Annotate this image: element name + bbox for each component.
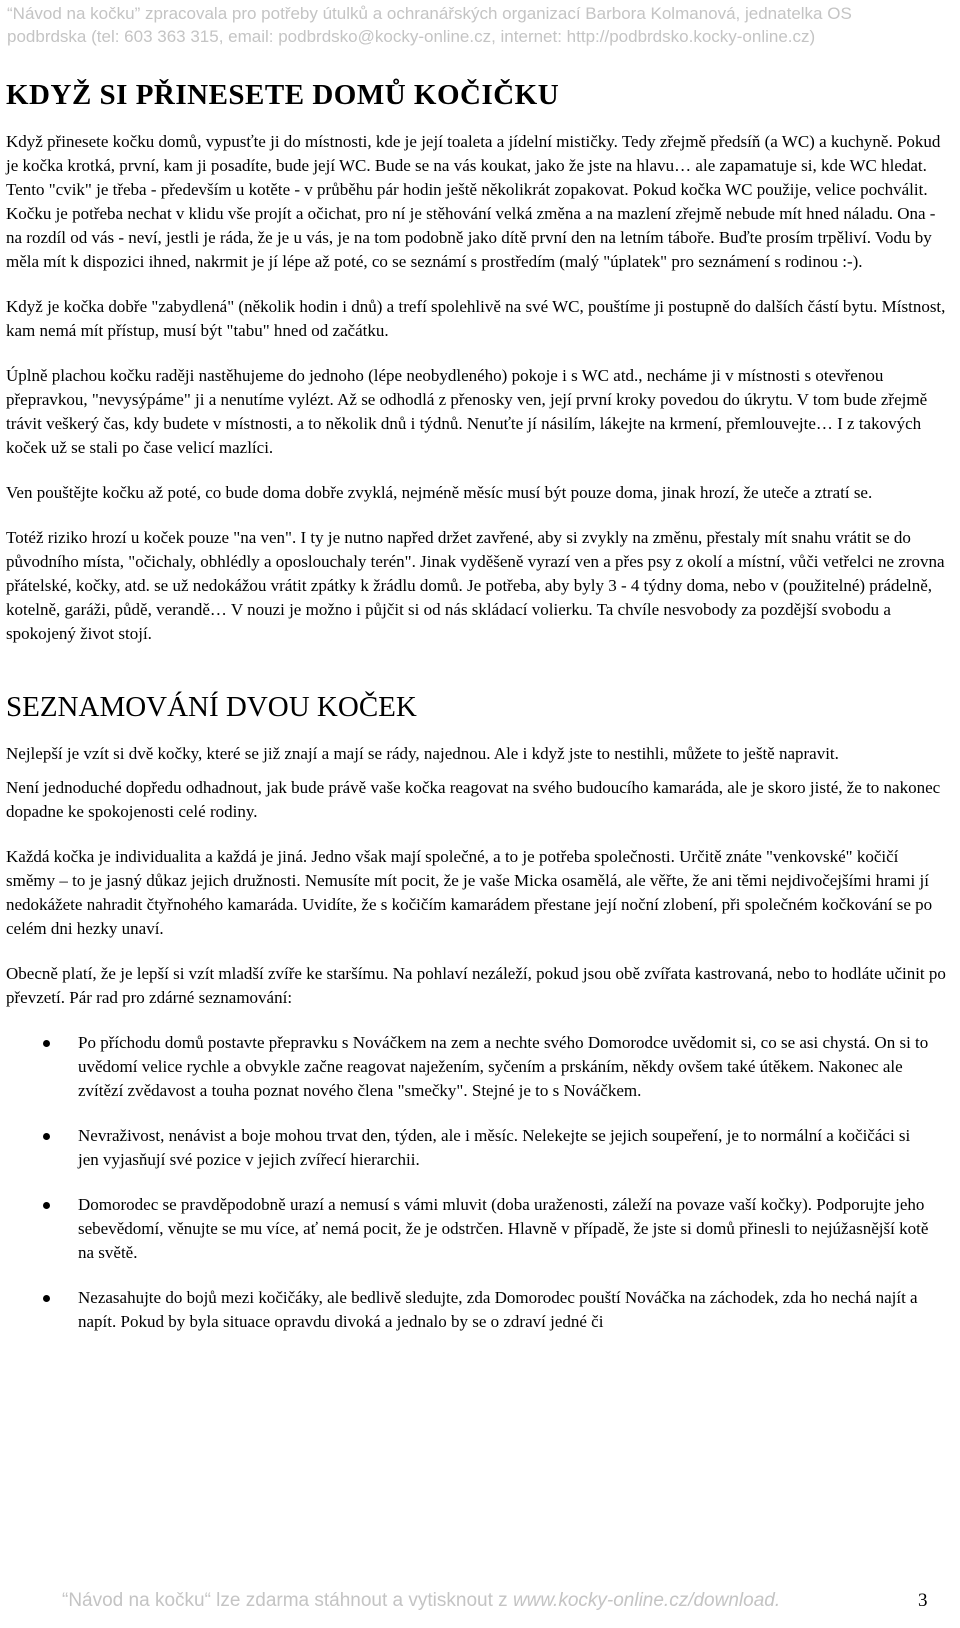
page-footer (62, 1588, 952, 1614)
list-item (78, 1124, 950, 1172)
tips-list (6, 1031, 950, 1334)
bullet-icon (43, 1040, 50, 1047)
section-title-bringing-cat-home: KDYŽ SI PŘINESETE DOMŮ KOČIČKU (6, 79, 560, 111)
main-content (6, 78, 950, 1355)
section-title-introducing-two-cats: SEZNAMOVÁNÍ DVOU KOČEK (6, 691, 417, 723)
bullet-icon (43, 1202, 50, 1209)
list-item (78, 1031, 950, 1103)
bullet-icon (43, 1133, 50, 1140)
list-item-text: Nevraživost, nenávist a boje mohou trvat den, týden, ale i měsíc. Nelekejte se jejich soupeření, je to normální a kočičáci si jen vyjasňují své pozice v jejich zvířecí hierarchii. (78, 1126, 911, 1169)
footer-download-link[interactable]: www.kocky-online.cz/download. (512, 1590, 781, 1611)
paragraph: Obecně platí, že je lepší si vzít mladší zvíře ke staršímu. Na pohlaví nezáleží, pokud jsou obě zvířata kastrovaná, nebo to hodláte učinit po převzetí. Pár rad pro zdárné seznamování: (6, 964, 946, 1007)
list-item-text: Po příchodu domů postavte přepravku s Nováčkem na zem a nechte svého Domorodce uvědomit si, co se asi chystá. On si to uvědomí velice rychle a obvykle začne reagovat naježením, syčením a prskáním, někdy ovšem také útěkem. Nakonec ale zvítězí zvědavost a touha poznat nového člena "smečky". Stejné je to s Nováčkem. (78, 1033, 929, 1100)
bullet-icon (43, 1295, 50, 1302)
header-line-2: podbrdska (tel: 603 363 315, email: podbrdsko@kocky-online.cz, internet: http://podbrdsko.kocky-online.cz) (7, 27, 816, 46)
list-item (78, 1286, 950, 1334)
paragraph: Ven pouštějte kočku až poté, co bude doma dobře zvyklá, nejméně měsíc musí být pouze doma, jinak hrozí, že uteče a ztratí se. (6, 483, 873, 502)
paragraph: Není jednoduché dopředu odhadnout, jak bude právě vaše kočka reagovat na svého budoucího kamaráda, ale je skoro jisté, že to nakonec dopadne ke spokojenosti celé rodiny. (6, 778, 941, 821)
paragraph: Když je kočka dobře "zabydlená" (několik hodin i dnů) a trefí spolehlivě na své WC, pouštíme ji postupně do dalších částí bytu. Místnost, kam nemá mít přístup, musí být "tabu" hned od začátku. (6, 297, 946, 340)
paragraph: Úplně plachou kočku raději nastěhujeme do jednoho (lépe neobydleného) pokoje i s WC atd., necháme ji v místnosti s otevřenou přepravkou, "nevysýpáme" ji a nenutíme vylézt. Až se odhodlá z přenosky ven, její první kroky povedou do úkrytu. V tom bude zřejmě trávit veškerý čas, kdy budete v místnosti, a to několik dnů i týdnů. Nenuťte jí násilím, lákejte na krmení, přemlouvejte… I z takových koček už se stali po čase velicí mazlíci. (6, 366, 928, 457)
list-item-text: Nezasahujte do bojů mezi kočičáky, ale bedlivě sledujte, zda Domorodec pouští Nováčka na záchodek, zda ho nechá najít a napít. Pokud by byla situace opravdu divoká a jednalo by se o zdraví jedné či (78, 1288, 918, 1331)
page-number: 3 (918, 1590, 928, 1611)
footer-text: “Návod na kočku“ lze zdarma stáhnout a vytisknout z (62, 1590, 513, 1611)
header-line-1: “Návod na kočku” zpracovala pro potřeby útulků a ochranářských organizací Barbora Kolmanová, jednatelka OS (7, 4, 852, 23)
page-header (7, 2, 957, 48)
list-item-text: Domorodec se pravděpodobně urazí a nemusí s vámi mluvit (doba uraženosti, záleží na povaze vaší kočky). Podporujte jeho sebevědomí, věnujte se mu více, ať nemá pocit, že je odstrčen. Hlavně v případě, že jste si domů přinesli to nejúžasnější kotě na světě. (78, 1195, 929, 1262)
paragraph: Každá kočka je individualita a každá je jiná. Jedno však mají společné, a to je potřeba společnosti. Určitě znáte "venkovské" kočičí směmy – to je jasný důkaz jejich družnosti. Nemusíte mít pocit, že je vaše Micka osamělá, ale věřte, že ani těmi nejdivočejšími hrami jí nedokážete nahradit čtyřnohého kamaráda. Uvidíte, že s kočičím kamarádem přestane její noční zlobení, při společném kočkování se po celém dni hezky unaví. (6, 847, 933, 938)
paragraph: Když přinesete kočku domů, vypusťte ji do místnosti, kde je její toaleta a jídelní mističky. Tedy zřejmě předsíň (a WC) a kuchyně. Pokud je kočka krotká, první, kam ji posadíte, bude její WC. Bude se na vás koukat, jako že jste na hlavu… ale zapamatuje si, kde WC hledat. Tento "cvik" je třeba - především u kotěte - v průběhu pár hodin ještě několikrát zopakovat. Pokud kočka WC použije, velice pochválit. Kočku je potřeba nechat v klidu vše projít a očichat, pro ní je stěhování velká změna a na mazlení zřejmě nebude mít hned náladu. Ona - na rozdíl od vás - neví, jestli je ráda, že je u vás, je na tom podobně jako dítě první den na letním táboře. Buďte prosím trpěliví. Vodu by měla mít k dispozici ihned, nakrmit je jí lépe až poté, co se seznámí s prostředím (malý "úplatek" pro seznámení s rodinou :-). (6, 132, 941, 271)
paragraph: Totéž riziko hrozí u koček pouze "na ven". I ty je nutno napřed držet zavřené, aby si zvykly na změnu, přestaly mít snahu vrátit se do původního místa, "očichaly, obhlédly a oposlouchaly terén". Jinak vyděšeně vyrazí ven a přes psy z okolí a místní, vůči vetřelci ne zrovna přátelské, kočky, atd. se už nedokážou vrátit zpátky k žrádlu domů. Je potřeba, aby byly 3 - 4 týdny doma, nebo v (použitelné) prádelně, kotelně, garáži, půdě, verandě… V nouzi je možno i půjčit si od nás skládací volierku. Ta chvíle nesvobody za pozdější svobodu a spokojený život stojí. (6, 528, 945, 643)
list-item (78, 1193, 950, 1265)
paragraph: Nejlepší je vzít si dvě kočky, které se již znají a mají se rády, najednou. Ale i když jste to nestihli, můžete to ještě napravit. (6, 744, 839, 763)
